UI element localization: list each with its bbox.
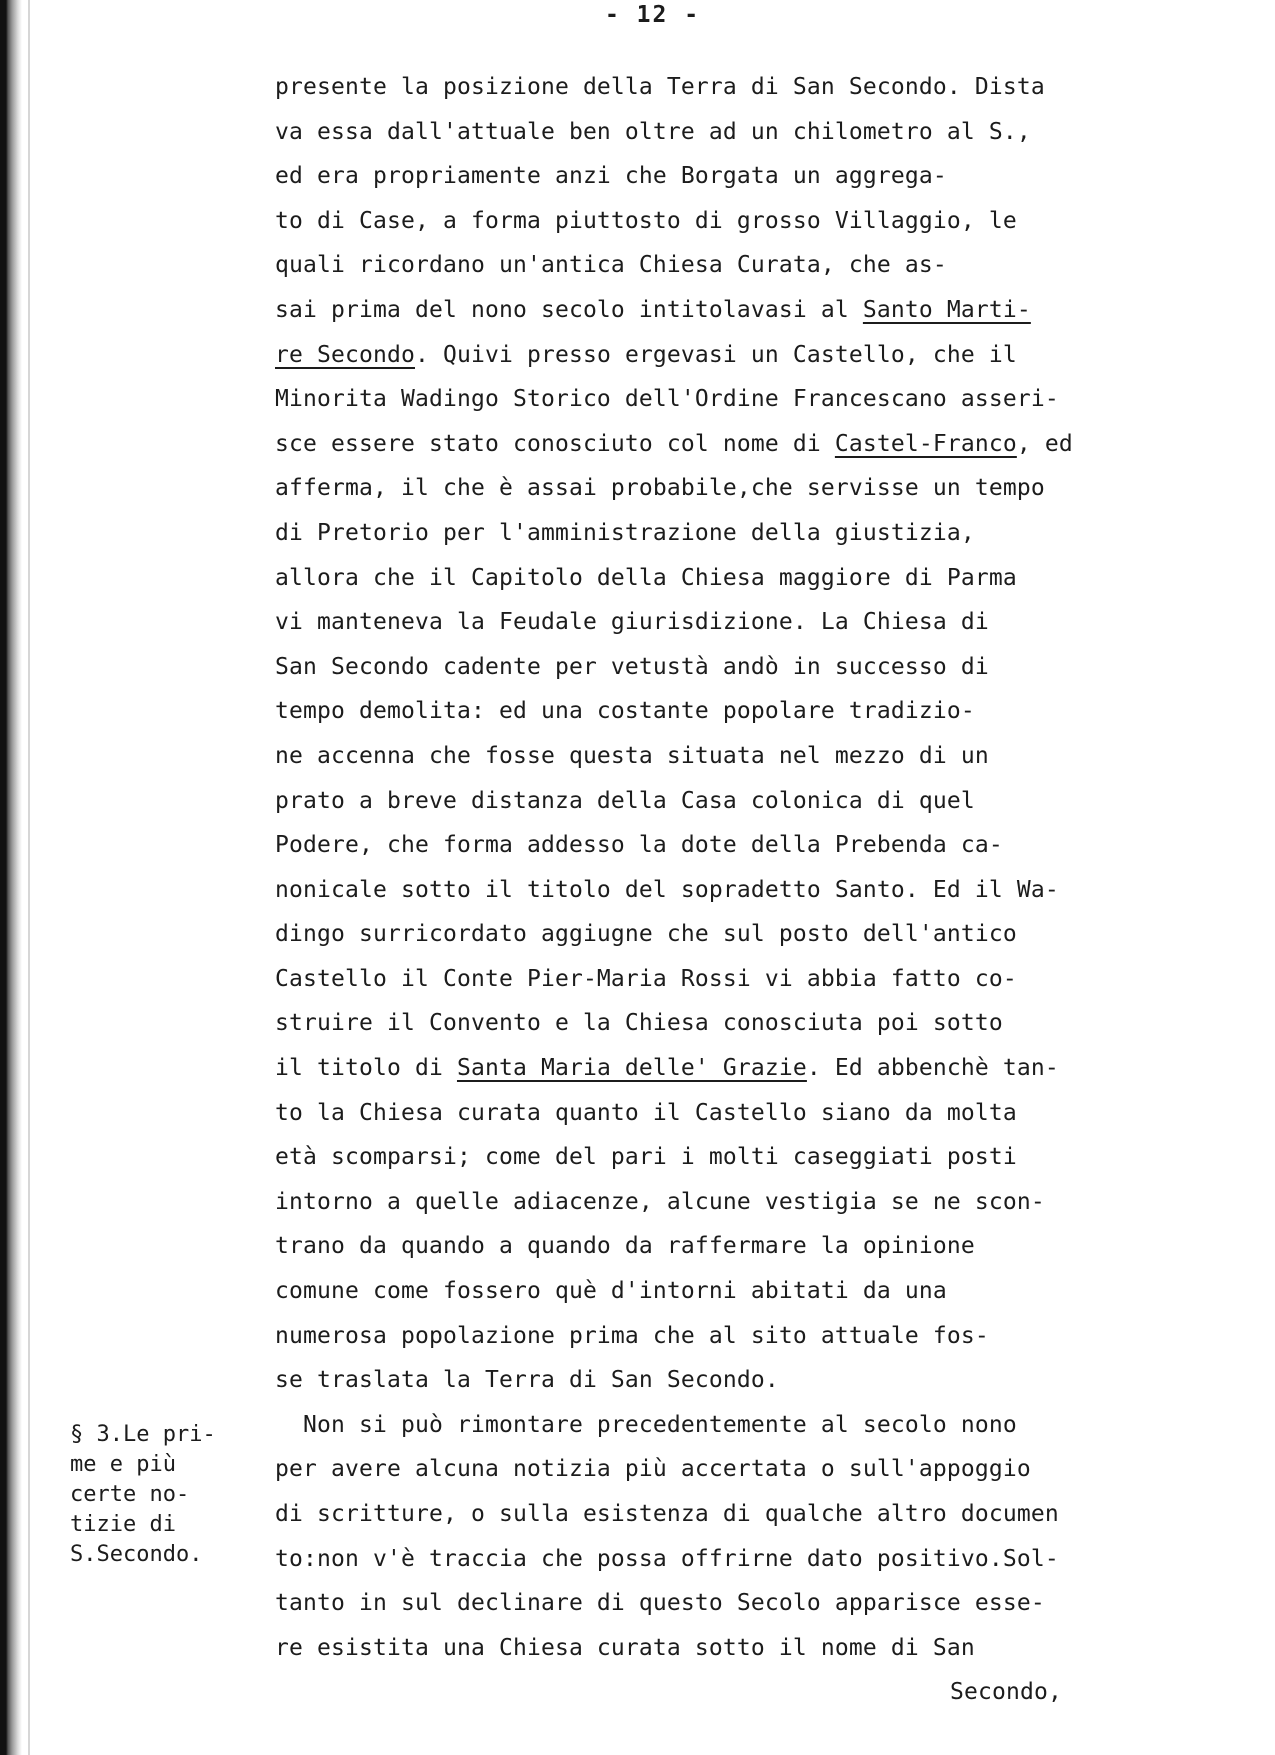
binding-shadow (28, 0, 30, 1755)
underlined-santo-martire: Santo Marti- (862, 296, 1031, 323)
text-line: comune come fossero què d'intorni abitati da una (275, 1278, 947, 1305)
margin-note-line: me e più (70, 1452, 176, 1477)
text-line (275, 288, 1175, 333)
text-line: Non si può rimontare precedentemente al secolo nono (275, 1411, 1017, 1438)
margin-note (70, 1420, 240, 1570)
binding-edge (0, 0, 22, 1755)
margin-note-line: § 3.Le pri- (70, 1422, 216, 1447)
underlined-castel-franco: Castel-Franco (834, 430, 1017, 457)
text-line: tanto in sul declinare di questo Secolo apparisce esse- (275, 1590, 1045, 1617)
text-line: dingo surricordato aggiugne che sul posto dell'antico (275, 921, 1017, 948)
text-line: se traslata la Terra di San Secondo. (275, 1367, 779, 1394)
text-line: per avere alcuna notizia più accertata o sull'appoggio (275, 1456, 1031, 1483)
underlined-re-secondo: re Secondo (275, 341, 415, 368)
text-line: tempo demolita: ed una costante popolare tradizio- (275, 698, 975, 725)
page-number: - 12 - (604, 2, 701, 28)
text-line: to:non v'è traccia che possa offrirne dato positivo.Sol- (275, 1545, 1059, 1572)
margin-note-line: tizie di (70, 1512, 176, 1537)
text-line (275, 422, 1175, 467)
text-line: numerosa popolazione prima che al sito attuale fos- (275, 1322, 989, 1349)
text-line: nonicale sotto il titolo del sopradetto Santo. Ed il Wa- (275, 876, 1059, 903)
text-line: quali ricordano un'antica Chiesa Curata, che as- (275, 252, 947, 279)
text-segment: il titolo di (275, 1055, 457, 1082)
text-line: intorno a quelle adiacenze, alcune vestigia se ne scon- (275, 1188, 1045, 1215)
text-line: to di Case, a forma piuttosto di grosso Villaggio, le (275, 207, 1017, 234)
text-segment: . Ed abbenchè tan- (806, 1055, 1059, 1082)
text-line: Minorita Wadingo Storico dell'Ordine Francescano asseri- (275, 386, 1059, 413)
text-line: afferma, il che è assai probabile,che servisse un tempo (275, 475, 1045, 502)
text-line: va essa dall'attuale ben oltre ad un chilometro al S., (275, 118, 1031, 145)
text-line: Secondo, (950, 1679, 1062, 1706)
text-segment: sai prima del nono secolo intitolavasi al (275, 296, 863, 323)
body-text (275, 65, 1175, 1715)
text-line (275, 1046, 1175, 1091)
text-segment: . Quivi presso ergevasi un Castello, che il (414, 341, 1017, 368)
underlined-santa-maria: Santa Maria delle' Grazie (456, 1055, 807, 1082)
text-line: Podere, che forma addesso la dote della Prebenda ca- (275, 832, 1003, 859)
text-line: età scomparsi; come del pari i molti caseggiati posti (275, 1144, 1017, 1171)
text-line: di Pretorio per l'amministrazione della giustizia, (275, 519, 975, 546)
text-line: Castello il Conte Pier-Maria Rossi vi abbia fatto co- (275, 965, 1017, 992)
text-line: struire il Convento e la Chiesa conosciuta poi sotto (275, 1010, 1003, 1037)
text-line: prato a breve distanza della Casa colonica di quel (275, 787, 975, 814)
text-line: vi manteneva la Feudale giurisdizione. La Chiesa di (275, 609, 989, 636)
text-line: presente la posizione della Terra di San Secondo. Dista (275, 74, 1045, 100)
text-line (275, 333, 1175, 378)
margin-note-line: S.Secondo. (70, 1542, 203, 1567)
text-line: allora che il Capitolo della Chiesa maggiore di Parma (275, 564, 1017, 591)
text-line: re esistita una Chiesa curata sotto il nome di San (275, 1634, 975, 1661)
text-line: di scritture, o sulla esistenza di qualche altro documen (275, 1501, 1059, 1527)
margin-note-line: certe no- (70, 1482, 190, 1507)
text-line: ne accenna che fosse questa situata nel mezzo di un (275, 742, 989, 769)
text-line: San Secondo cadente per vetustà andò in successo di (275, 653, 989, 680)
text-line: ed era propriamente anzi che Borgata un aggrega- (275, 163, 947, 190)
text-segment: sce essere stato conosciuto col nome di (275, 430, 835, 457)
text-line: to la Chiesa curata quanto il Castello siano da molta (275, 1099, 1017, 1126)
text-line: trano da quando a quando da raffermare la opinione (275, 1233, 975, 1260)
text-segment: , ed (1016, 430, 1073, 457)
